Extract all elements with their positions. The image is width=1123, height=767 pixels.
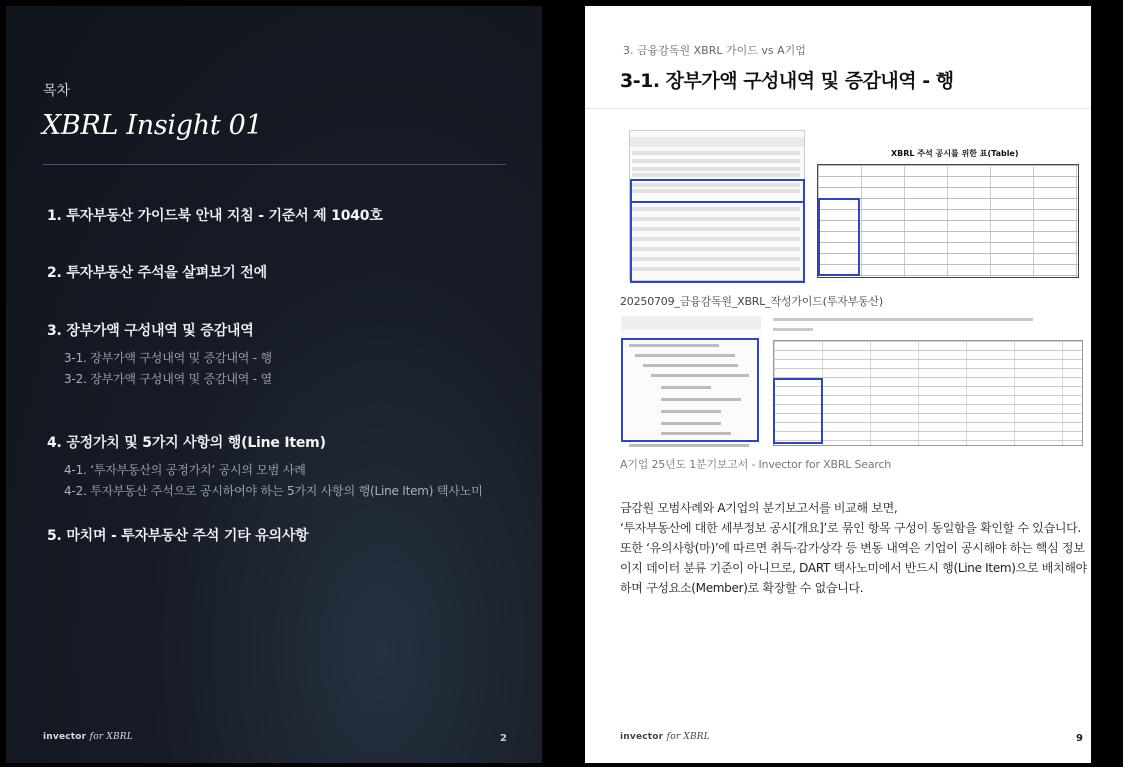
figure-caption: 20250709_금융감독원_XBRL_작성가이드(투자부동산) <box>620 295 883 308</box>
brand-suffix: for XBRL <box>666 732 710 742</box>
table-row <box>632 151 800 155</box>
figure-caption: A기업 25년도 1분기보고서 - Invector for XBRL Search <box>620 458 892 471</box>
table-header <box>630 137 804 147</box>
page-number: 2 <box>500 733 507 744</box>
brand-logo <box>43 732 133 742</box>
highlight-box <box>630 179 805 203</box>
body-line: 이지 데이터 분류 기준이 아니므로, DART 택사노미에서 반드시 행(Line Item)으로 배치해야 <box>620 561 1087 575</box>
divider <box>585 108 1091 109</box>
highlight-box <box>773 378 823 444</box>
table-row <box>632 159 800 163</box>
brand-logo <box>620 732 710 742</box>
table-row <box>632 167 800 171</box>
body-line: 또한 ‘유의사항(마)’에 따르면 취득·감가상각 등 변동 내역은 기업이 공시해야 하는 핵심 정보 <box>620 541 1085 555</box>
toc-subsection-3-2[interactable]: 3-2. 장부가액 구성내역 및 증감내역 - 열 <box>64 372 272 386</box>
body-line: 금감원 모범사례와 A기업의 분기보고서를 비교해 보면, <box>620 501 898 515</box>
xbrl-table-image <box>817 146 1077 277</box>
body-paragraph <box>620 498 1090 598</box>
tab-bar <box>621 316 761 330</box>
toc-page <box>6 6 542 763</box>
highlight-box <box>818 198 860 276</box>
toc-label: 목차 <box>43 83 71 99</box>
table-row <box>632 173 800 177</box>
page-number: 9 <box>1076 733 1083 744</box>
table-note <box>773 328 813 331</box>
toc-section-1[interactable]: 1. 투자부동산 가이드북 안내 지침 - 기준서 제 1040호 <box>47 208 383 224</box>
content-page <box>585 6 1091 763</box>
page-title: 3-1. 장부가액 구성내역 및 증감내역 - 행 <box>620 70 954 92</box>
toc-section-2[interactable]: 2. 투자부동산 주석을 살펴보기 전에 <box>47 265 267 281</box>
section-kicker: 3. 금융감독원 XBRL 가이드 vs A기업 <box>623 44 806 57</box>
highlight-box <box>621 338 759 442</box>
taxonomy-tree-image <box>621 316 761 446</box>
xbrl-table-title: XBRL 주석 공시를 위한 표(Table) <box>891 149 1019 158</box>
divider <box>43 164 506 165</box>
taxonomy-table-image <box>629 130 805 281</box>
body-line: ‘투자부동산에 대한 세부정보 공시[개요]’로 묶인 항목 구성이 동일함을 확인할 수 있습니다. <box>620 521 1081 535</box>
report-table-image <box>771 316 1083 446</box>
toc-section-3[interactable]: 3. 장부가액 구성내역 및 증감내역 <box>47 323 254 339</box>
brand-name: invector <box>43 732 87 742</box>
brand-suffix: for XBRL <box>89 732 133 742</box>
toc-section-4[interactable]: 4. 공정가치 및 5가지 사항의 행(Line Item) <box>47 435 326 451</box>
toc-subsection-4-2[interactable]: 4-2. 투자부동산 주석으로 공시하여야 하는 5가지 사항의 행(Line Item) 택사노미 <box>64 484 483 498</box>
table-note <box>773 318 1033 321</box>
toc-title: XBRL Insight 01 <box>42 110 263 141</box>
toc-section-5[interactable]: 5. 마치며 - 투자부동산 주석 기타 유의사항 <box>47 528 309 544</box>
toc-subsection-3-1[interactable]: 3-1. 장부가액 구성내역 및 증감내역 - 행 <box>64 351 272 365</box>
highlight-box <box>630 201 805 283</box>
toc-subsection-4-1[interactable]: 4-1. ‘투자부동산의 공정가치’ 공시의 모범 사례 <box>64 463 306 477</box>
tree-item <box>629 444 749 447</box>
body-line: 하며 구성요소(Member)로 확장할 수 없습니다. <box>620 581 864 595</box>
brand-name: invector <box>620 732 664 742</box>
